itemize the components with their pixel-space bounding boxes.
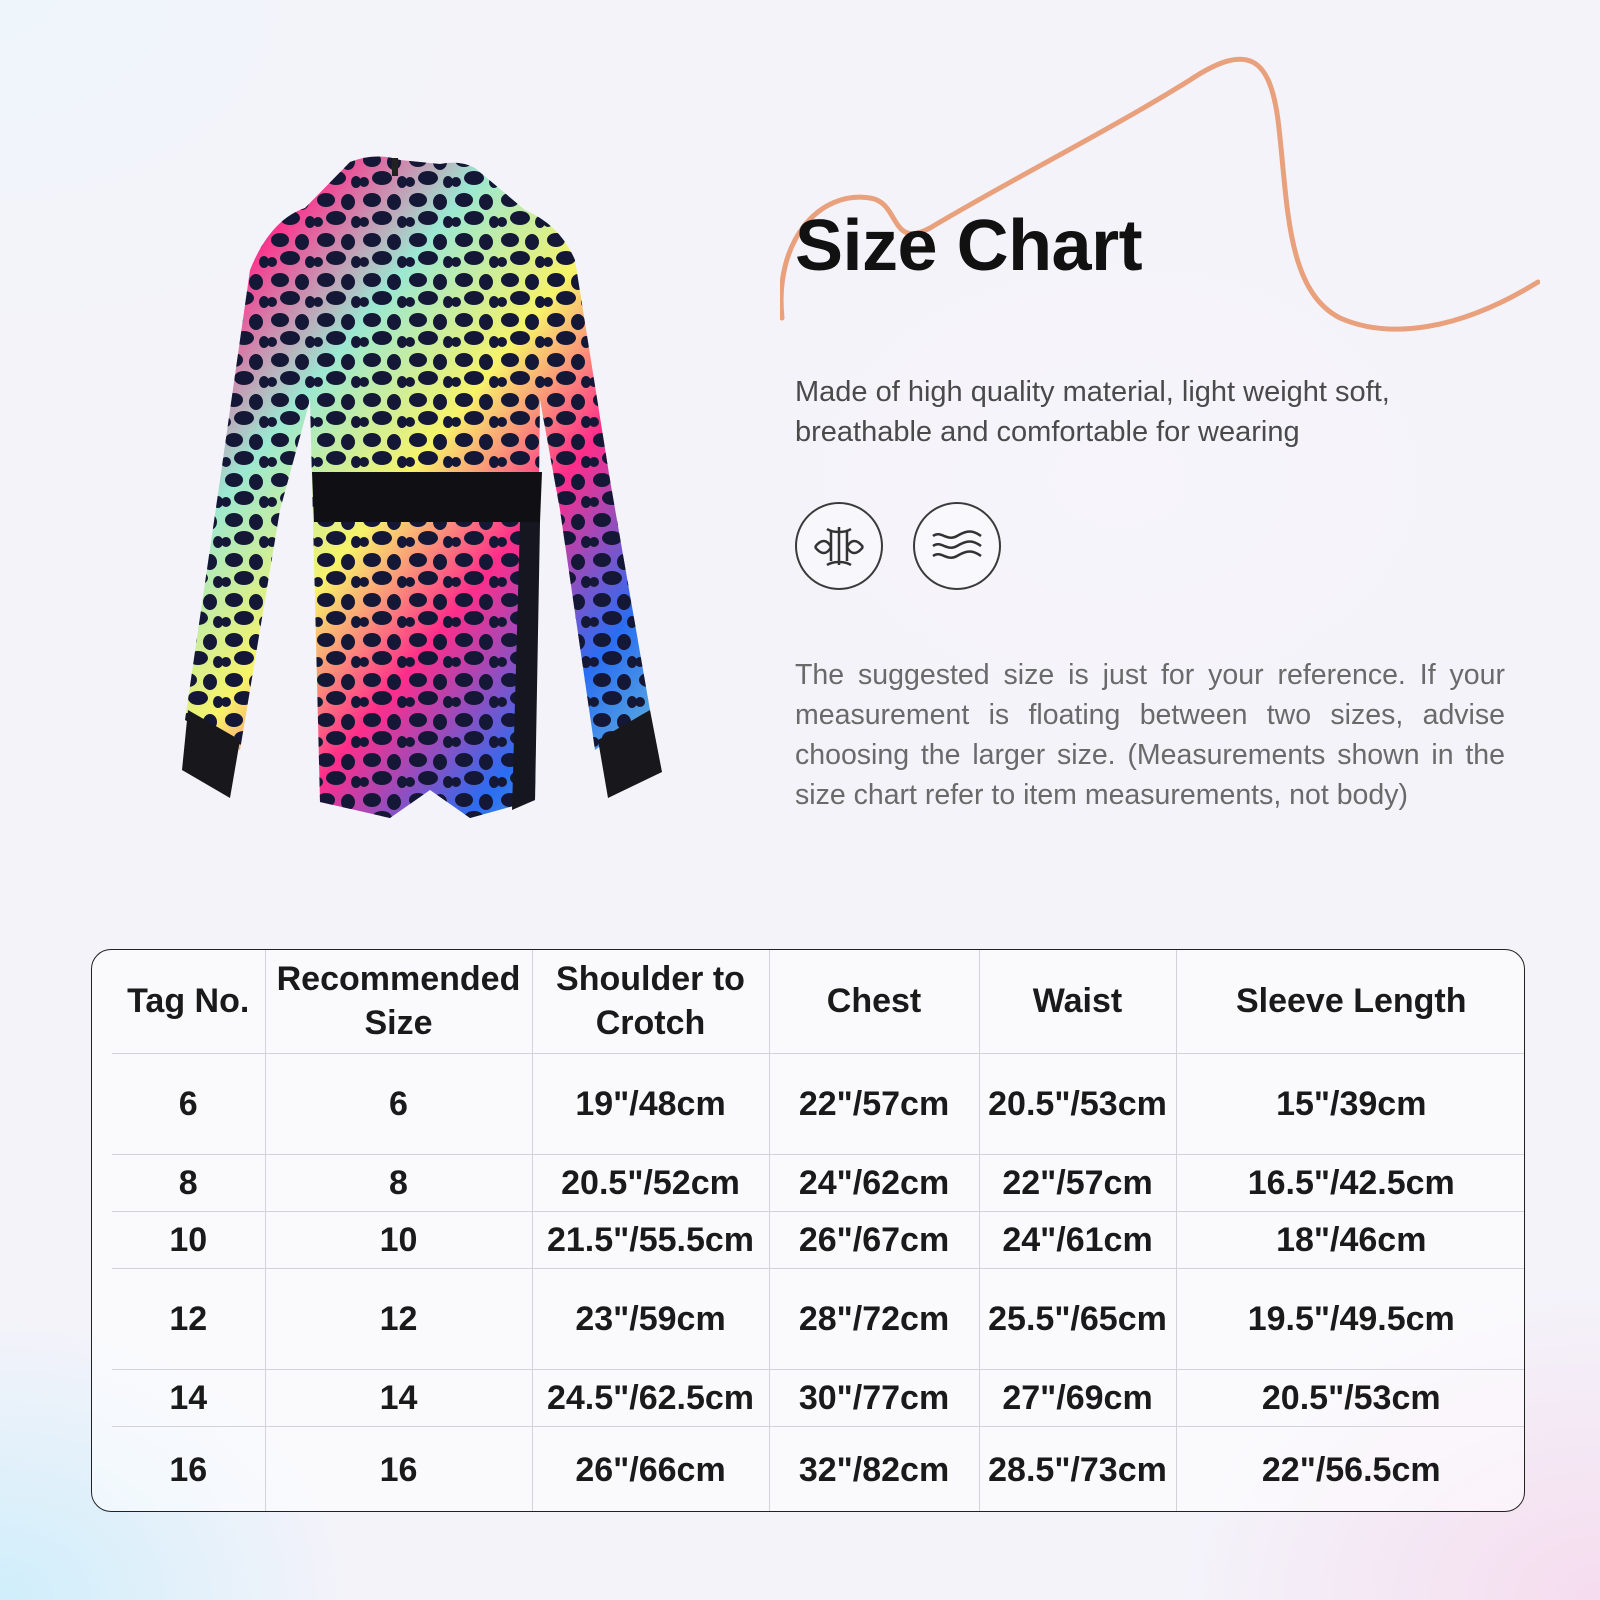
header-waist: Waist (979, 950, 1176, 1053)
breathable-icon (913, 502, 1001, 590)
cell-recommended-size: 6 (265, 1053, 532, 1154)
cell-chest: 32"/82cm (769, 1426, 979, 1512)
table-row (112, 1426, 1525, 1512)
cell-chest: 26"/67cm (769, 1211, 979, 1268)
header-sleeve-length: Sleeve Length (1176, 950, 1525, 1053)
cell-waist: 20.5"/53cm (979, 1053, 1176, 1154)
table-row (112, 1154, 1525, 1211)
cell-shoulder-to-crotch: 23"/59cm (532, 1268, 769, 1369)
size-table-card (91, 949, 1525, 1512)
product-image (130, 150, 690, 850)
table-row (112, 1211, 1525, 1268)
cell-recommended-size: 12 (265, 1268, 532, 1369)
cell-recommended-size: 10 (265, 1211, 532, 1268)
cell-shoulder-to-crotch: 19"/48cm (532, 1053, 769, 1154)
size-table (112, 950, 1525, 1512)
cell-tag-no: 10 (112, 1211, 265, 1268)
cell-recommended-size: 8 (265, 1154, 532, 1211)
cell-shoulder-to-crotch: 26"/66cm (532, 1426, 769, 1512)
cell-sleeve-length: 16.5"/42.5cm (1176, 1154, 1525, 1211)
cell-waist: 24"/61cm (979, 1211, 1176, 1268)
cell-shoulder-to-crotch: 20.5"/52cm (532, 1154, 769, 1211)
cell-shoulder-to-crotch: 21.5"/55.5cm (532, 1211, 769, 1268)
cell-waist: 27"/69cm (979, 1369, 1176, 1426)
cell-sleeve-length: 22"/56.5cm (1261, 1450, 1441, 1489)
cell-tag-no: 14 (112, 1369, 265, 1426)
cell-sleeve-length: 20.5"/53cm (1176, 1369, 1525, 1426)
cell-sleeve-length: 18"/46cm (1176, 1211, 1525, 1268)
table-row (112, 1369, 1525, 1426)
cell-recommended-size: 16 (265, 1426, 532, 1512)
cell-tag-no: 12 (112, 1268, 265, 1369)
header-recommended-size: Recommended Size (265, 950, 532, 1053)
cell-chest: 30"/77cm (769, 1369, 979, 1426)
cell-tag-no: 8 (112, 1154, 265, 1211)
cell-shoulder-to-crotch: 24.5"/62.5cm (532, 1369, 769, 1426)
cell-recommended-size: 14 (265, 1369, 532, 1426)
cell-sleeve-length: 19.5"/49.5cm (1176, 1268, 1525, 1369)
size-advice-note: The suggested size is just for your reference. If your measurement is floating between two sizes, advise choosing the larger size. (Measurements shown in the size chart refer to item measurements, not body) (795, 659, 1505, 811)
cell-tag-no: 16 (112, 1426, 265, 1512)
decorative-curve (780, 40, 1540, 340)
cell-chest: 24"/62cm (769, 1154, 979, 1211)
cell-tag-no: 6 (112, 1053, 265, 1154)
table-row (112, 1053, 1525, 1154)
table-row (112, 1268, 1525, 1369)
header-chest: Chest (769, 950, 979, 1053)
header-shoulder-to-crotch: Shoulder to Crotch (532, 950, 769, 1053)
page-title: Size Chart (795, 206, 1143, 286)
cell-waist: 22"/57cm (979, 1154, 1176, 1211)
header-tag-no: Tag No. (112, 950, 265, 1053)
table-header-row (112, 950, 1525, 1053)
soft-fabric-icon (795, 502, 883, 590)
feature-icons (795, 502, 1001, 590)
material-description: Made of high quality material, light weight soft, breathable and comfortable for wearing (795, 376, 1390, 448)
cell-chest: 28"/72cm (769, 1268, 979, 1369)
cell-sleeve-length: 15"/39cm (1176, 1053, 1525, 1154)
cell-waist: 25.5"/65cm (979, 1268, 1176, 1369)
cell-waist: 28.5"/73cm (979, 1426, 1176, 1512)
cell-chest: 22"/57cm (769, 1053, 979, 1154)
